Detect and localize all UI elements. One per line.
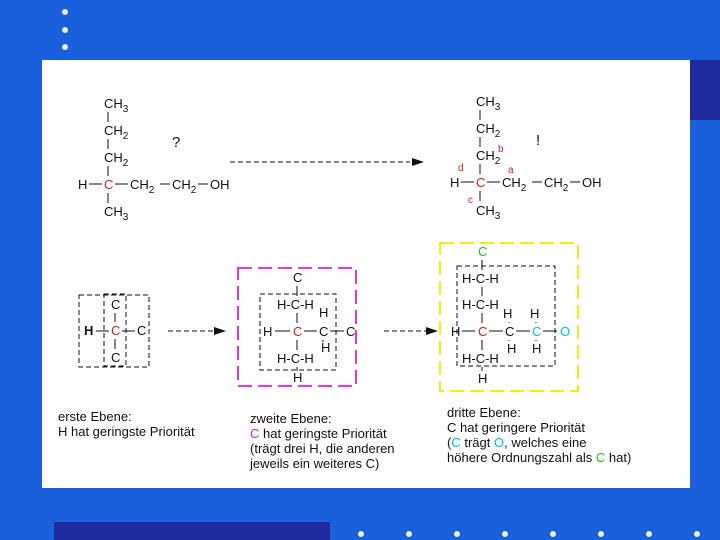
priority-label: b <box>498 144 504 155</box>
chem-label: C <box>137 323 147 338</box>
exclamation-mark: ! <box>536 132 541 149</box>
level2-labels <box>263 270 355 385</box>
caption-text: ( <box>447 435 452 450</box>
chem-label: H <box>532 341 542 356</box>
caption-text: hat) <box>605 450 632 465</box>
chem-label: $CH_2$ <box>104 123 129 142</box>
caption-line: erste Ebene: <box>58 409 132 424</box>
level3-labels <box>451 244 570 386</box>
caption-line: C hat geringere Priorität <box>447 420 586 435</box>
chem-label: H <box>78 177 88 192</box>
chem-label: H-C-H <box>277 297 314 312</box>
chem-label: $CH_3$ <box>104 204 129 223</box>
caption-text: , welches eine <box>504 435 587 450</box>
chem-label: H-C-H <box>277 351 314 366</box>
chem-label: C <box>319 324 329 339</box>
chem-label: H <box>530 306 540 321</box>
stereocenter-carbon: C <box>104 177 114 192</box>
molecule-right <box>450 94 602 222</box>
chem-label: C <box>293 270 303 285</box>
arrow-level1 <box>168 327 226 335</box>
stereocenter-carbon: C <box>476 175 486 190</box>
chem-label: O <box>560 324 571 339</box>
chem-label: $CH_2$ <box>104 150 129 169</box>
chem-label: $CH_3$ <box>476 94 501 113</box>
chem-label: H <box>478 371 488 386</box>
chem-label: H-C-H <box>462 271 499 286</box>
priority-label: c <box>468 195 473 206</box>
caption-line: (trägt drei H, die anderen <box>250 441 395 456</box>
arrow-top <box>230 158 424 166</box>
caption-c-magenta: C <box>250 426 260 441</box>
chem-label: H <box>321 340 331 355</box>
priority-label: a <box>508 165 514 176</box>
chem-label: $CH_2$ <box>502 175 527 194</box>
chem-label: H-C-H <box>462 297 499 312</box>
chem-label: OH <box>582 175 602 190</box>
caption-line <box>250 426 395 441</box>
chem-label: H <box>507 341 517 356</box>
molecule-left <box>78 96 230 223</box>
chem-label: OH <box>210 177 230 192</box>
chem-label: H <box>263 324 273 339</box>
chem-label: H-C-H <box>462 351 499 366</box>
caption-level1 <box>58 409 195 439</box>
arrow-level2 <box>384 327 438 335</box>
chem-label: C <box>111 297 121 312</box>
chem-label: $CH_3$ <box>104 96 129 115</box>
chem-label: H <box>450 175 460 190</box>
chem-label: $CH_2$ <box>544 175 569 194</box>
caption-c-cyan: C <box>451 435 461 450</box>
chem-label: H <box>503 306 513 321</box>
chem-label: C <box>532 324 542 339</box>
caption-text: trägt <box>460 435 494 450</box>
chem-label: C <box>478 244 488 259</box>
chem-label: $CH_2$ <box>476 121 501 140</box>
stereocenter-carbon: C <box>293 324 303 339</box>
chem-label: H <box>451 324 461 339</box>
level1-labels <box>84 297 146 365</box>
caption-level2 <box>250 411 395 471</box>
caption-text: hat geringste Priorität <box>259 426 387 441</box>
stereocenter-carbon: C <box>478 324 488 339</box>
chem-label: $CH_2$ <box>172 177 197 196</box>
caption-c-green: C <box>595 450 606 465</box>
caption-line: jeweils ein weiteres C) <box>250 456 380 471</box>
question-mark: ? <box>172 134 181 151</box>
caption-text: höhere Ordnungszahl als <box>447 450 596 465</box>
caption-line <box>447 450 631 465</box>
caption-line: zweite Ebene: <box>250 411 332 426</box>
caption-o-cyan: O <box>493 435 505 450</box>
priority-label: d <box>458 163 464 174</box>
chem-label: C <box>505 324 515 339</box>
caption-line: H hat geringste Priorität <box>58 424 195 439</box>
chem-label: $CH_2$ <box>130 177 155 196</box>
chem-label: $CH_2$ <box>476 148 501 167</box>
caption-level3 <box>447 405 631 465</box>
chem-label: H <box>84 323 94 338</box>
caption-line: dritte Ebene: <box>447 405 521 420</box>
stereocenter-carbon: C <box>111 323 121 338</box>
chem-label: H <box>293 370 303 385</box>
caption-line <box>447 435 631 450</box>
chem-label: C <box>111 350 121 365</box>
chem-label: C <box>346 324 356 339</box>
chem-label: $CH_3$ <box>476 203 501 222</box>
chem-label: H <box>319 305 329 320</box>
